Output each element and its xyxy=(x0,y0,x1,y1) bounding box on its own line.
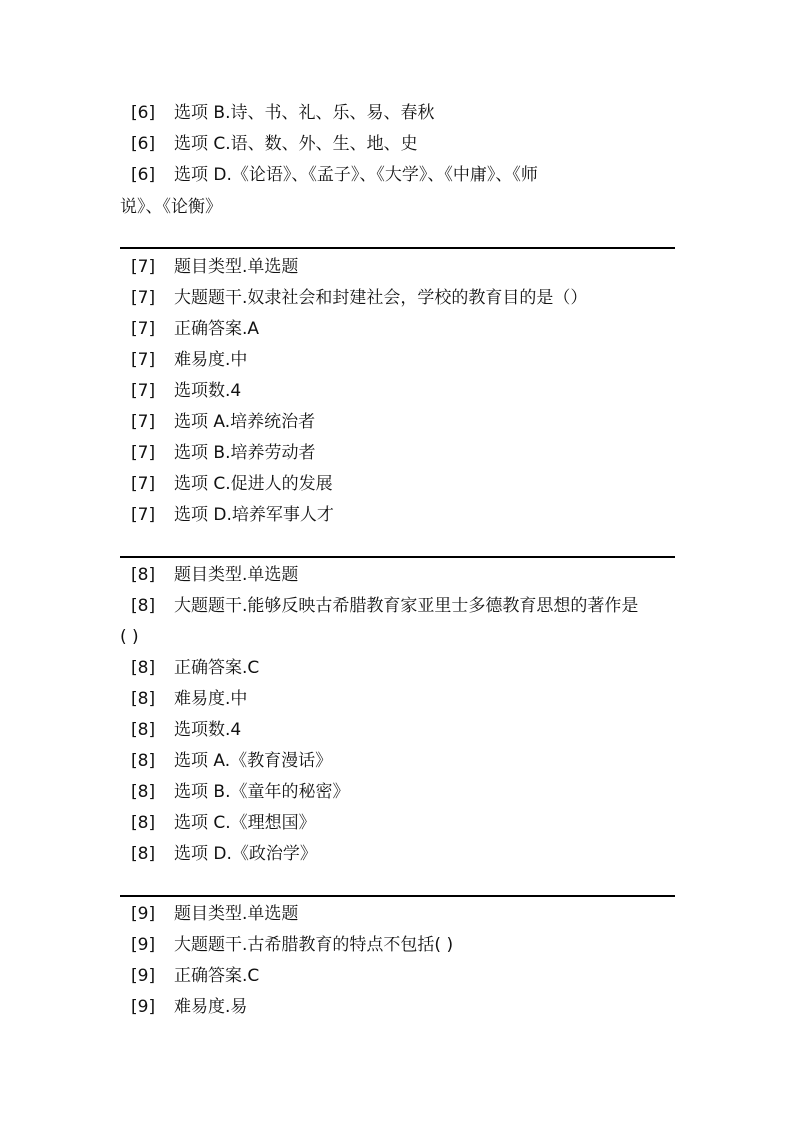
q8-answer xyxy=(120,653,675,684)
correct-answer: 正确答案.C xyxy=(174,966,260,986)
option-text-continuation: 说》、《论衡》 xyxy=(120,197,222,217)
option-text: 选项 D.培养军事人才 xyxy=(174,505,334,525)
q9-stem xyxy=(120,930,675,961)
divider xyxy=(120,556,675,558)
question-number: [9] xyxy=(131,935,156,955)
q9-answer xyxy=(120,961,675,992)
question-type: 题目类型.单选题 xyxy=(174,904,299,924)
option-count: 选项数.4 xyxy=(174,720,242,740)
q8-difficulty xyxy=(120,684,675,715)
question-number: [7] xyxy=(131,288,156,308)
option-text: 选项 C.《理想国》 xyxy=(174,813,316,833)
q8-option-c xyxy=(120,808,675,839)
q8-stem-continuation xyxy=(120,622,675,653)
question-number: [9] xyxy=(131,966,156,986)
difficulty: 难易度.易 xyxy=(174,997,248,1017)
option-text: 选项 C.促进人的发展 xyxy=(174,474,333,494)
q8-stem xyxy=(120,591,675,622)
question-number: [8] xyxy=(131,782,156,802)
question-number: [7] xyxy=(131,381,156,401)
q6-option-d-continuation xyxy=(120,191,675,224)
question-stem: 大题题干.古希腊教育的特点不包括( ) xyxy=(174,935,454,955)
q7-stem xyxy=(120,283,675,314)
option-text: 选项 D.《政治学》 xyxy=(174,844,317,864)
correct-answer: 正确答案.C xyxy=(174,658,260,678)
difficulty: 难易度.中 xyxy=(174,689,248,709)
q9-type xyxy=(120,899,675,930)
q7-option-count xyxy=(120,376,675,407)
option-text: 选项 B.《童年的秘密》 xyxy=(174,782,350,802)
q7-option-a xyxy=(120,407,675,438)
q7-difficulty xyxy=(120,345,675,376)
question-number: [7] xyxy=(131,319,156,339)
question-number: [7] xyxy=(131,257,156,277)
q8-option-b xyxy=(120,777,675,808)
question-stem: 大题题干.奴隶社会和封建社会，学校的教育目的是（） xyxy=(174,288,588,308)
q8-type xyxy=(120,560,675,591)
option-text: 选项 A.培养统治者 xyxy=(174,412,316,432)
divider xyxy=(120,247,675,249)
question-number: [8] xyxy=(131,844,156,864)
divider xyxy=(120,895,675,897)
option-text: 选项 D.《论语》、《孟子》、《大学》、《中庸》、《师 xyxy=(174,165,538,185)
question-number: [7] xyxy=(131,350,156,370)
question-8-block xyxy=(120,560,675,870)
question-number: [6] xyxy=(131,165,156,185)
q8-option-a xyxy=(120,746,675,777)
q8-option-count xyxy=(120,715,675,746)
option-text: 选项 A.《教育漫话》 xyxy=(174,751,333,771)
question-number: [9] xyxy=(131,904,156,924)
question-number: [8] xyxy=(131,813,156,833)
question-number: [8] xyxy=(131,658,156,678)
option-text: 选项 B.培养劳动者 xyxy=(174,443,316,463)
question-number: [7] xyxy=(131,505,156,525)
question-type: 题目类型.单选题 xyxy=(174,257,299,277)
question-number: [6] xyxy=(131,134,156,154)
question-stem-continuation: ( ) xyxy=(120,627,139,647)
question-number: [7] xyxy=(131,443,156,463)
question-number: [9] xyxy=(131,997,156,1017)
question-number: [8] xyxy=(131,596,156,616)
q6-option-b xyxy=(120,98,675,129)
question-type: 题目类型.单选题 xyxy=(174,565,299,585)
question-number: [8] xyxy=(131,720,156,740)
question-6-block xyxy=(120,98,675,224)
option-text: 选项 B.诗、书、礼、乐、易、春秋 xyxy=(174,103,435,123)
question-9-block xyxy=(120,899,675,1023)
q6-option-d xyxy=(120,160,675,191)
q7-option-c xyxy=(120,469,675,500)
q7-option-b xyxy=(120,438,675,469)
q7-option-d xyxy=(120,500,675,531)
question-number: [8] xyxy=(131,689,156,709)
question-number: [6] xyxy=(131,103,156,123)
question-number: [7] xyxy=(131,412,156,432)
q7-type xyxy=(120,252,675,283)
q6-option-c xyxy=(120,129,675,160)
question-number: [7] xyxy=(131,474,156,494)
correct-answer: 正确答案.A xyxy=(174,319,260,339)
option-text: 选项 C.语、数、外、生、地、史 xyxy=(174,134,418,154)
question-7-block xyxy=(120,252,675,531)
question-stem: 大题题干.能够反映古希腊教育家亚里士多德教育思想的著作是 xyxy=(174,596,639,616)
q7-answer xyxy=(120,314,675,345)
q8-option-d xyxy=(120,839,675,870)
q9-difficulty xyxy=(120,992,675,1023)
question-number: [8] xyxy=(131,751,156,771)
difficulty: 难易度.中 xyxy=(174,350,248,370)
option-count: 选项数.4 xyxy=(174,381,242,401)
question-number: [8] xyxy=(131,565,156,585)
